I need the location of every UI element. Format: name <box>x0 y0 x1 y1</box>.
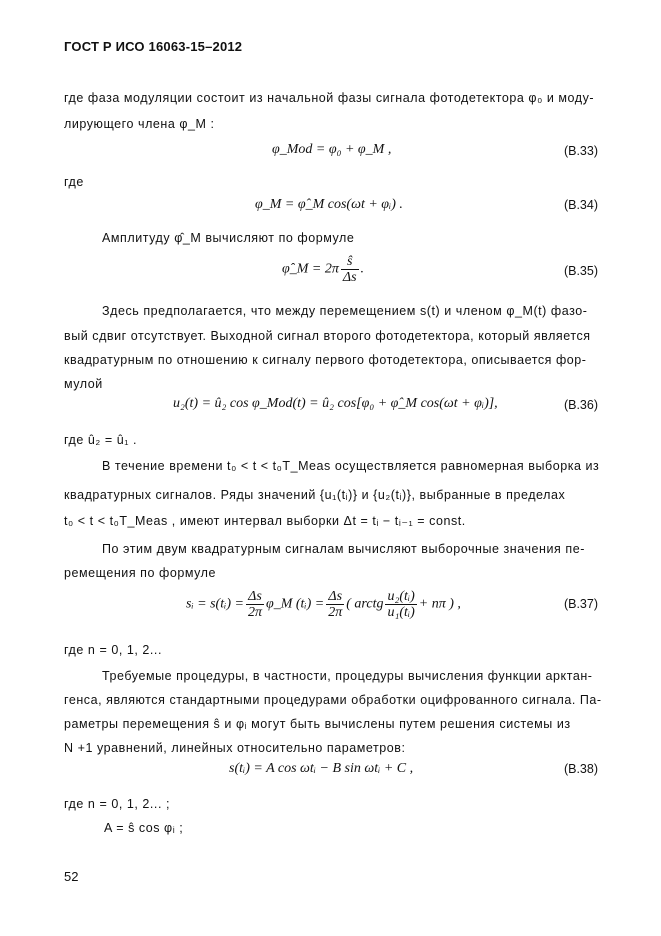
equation-part: φ̂_M = 2π <box>282 261 339 277</box>
text-line: квадратурным по отношению к сигналу первого фотодетектора, описывается фор- <box>64 353 587 367</box>
numerator: Δs <box>246 589 264 605</box>
text-line: N +1 уравнений, линейных относительно параметров: <box>64 741 406 755</box>
text-line: По этим двум квадратурным сигналам вычисляют выборочные значения пе- <box>102 542 585 556</box>
equation-number: (В.35) <box>563 264 598 278</box>
page-number: 52 <box>64 869 79 884</box>
text-line: вый сдвиг отсутствует. Выходной сигнал второго фотодетектора, который является <box>64 329 591 343</box>
numerator: Δs <box>326 589 344 605</box>
equation-b34: φ_M = φ̂_M cos(ωt + φᵢ) . <box>255 197 403 212</box>
text-line: A = ŝ cos φᵢ ; <box>104 821 184 835</box>
equation-b37 <box>186 589 461 620</box>
equation-b36: u₂(t) = û₂ cos φ_Mod(t) = û₂ cos[φ₀ + φ̂_M cos(ωt + φᵢ)], <box>173 396 498 411</box>
fraction <box>326 589 344 620</box>
fraction <box>385 589 416 620</box>
equation-part: ( arctg <box>346 596 384 612</box>
fraction <box>246 589 264 620</box>
numerator: u₂(tᵢ) <box>387 589 415 604</box>
text-line: Требуемые процедуры, в частности, процедуры вычисления функции арктан- <box>102 669 593 683</box>
denominator: 2π <box>247 605 262 620</box>
equation-part: sᵢ = s(tᵢ) = <box>186 596 244 612</box>
text-line: где û₂ = û₁ . <box>64 433 138 447</box>
text-line: раметры перемещения ŝ и φᵢ могут быть вычислены путем решения системы из <box>64 717 571 731</box>
denominator: Δs <box>342 270 357 285</box>
fraction <box>341 254 359 285</box>
equation-part: φ_M (tᵢ) = <box>265 596 325 612</box>
equation-part: + nπ ) , <box>418 596 461 612</box>
text-line: Амплитуду φ̂_M вычисляют по формуле <box>102 231 355 245</box>
text-line: Здесь предполагается, что между перемещением s(t) и членом φ_M(t) фазо- <box>102 304 588 318</box>
equation-b35: φ̂_M = 2π $\frac{ŝ}{\Delta s}$ . <box>282 254 365 285</box>
equation-number: (В.33) <box>563 144 598 158</box>
denominator: 2π <box>328 605 343 620</box>
text-line: где <box>64 175 84 189</box>
text-line: В течение времени t₀ < t < t₀T_Meas осуществляется равномерная выборка из <box>102 459 600 473</box>
equation-number: (В.37) <box>563 597 598 611</box>
document-header: ГОСТ Р ИСО 16063-15–2012 <box>64 39 243 54</box>
denominator: u₁(tᵢ) <box>387 605 415 620</box>
text-line: где фаза модуляции состоит из начальной фазы сигнала фотодетектора φ₀ и моду- <box>64 91 595 105</box>
equation-b33: φ_Mod = φ₀ + φ_M , <box>272 142 392 157</box>
text-line: лирующего члена φ_M : <box>64 117 215 131</box>
equation-number: (В.36) <box>563 398 598 412</box>
text-line: где n = 0, 1, 2... <box>64 643 162 657</box>
text-line: t₀ < t < t₀T_Meas , имеют интервал выборки Δt = tᵢ − tᵢ₋₁ = const. <box>64 514 466 528</box>
equation-number: (В.38) <box>563 762 598 776</box>
equation-b38: s(tᵢ) = A cos ωtᵢ − B sin ωtᵢ + C , <box>229 761 414 776</box>
text-line: мулой <box>64 377 103 391</box>
text-line: где n = 0, 1, 2... ; <box>64 797 171 811</box>
text-line: квадратурных сигналов. Ряды значений {u₁(tᵢ)} и {u₂(tᵢ)}, выбранные в пределах <box>64 488 566 502</box>
text-line: ремещения по формуле <box>64 566 217 580</box>
text-line: генса, являются стандартными процедурами обработки оцифрованного сигнала. Па- <box>64 693 602 707</box>
equation-number: (В.34) <box>563 198 598 212</box>
numerator: ŝ <box>341 254 359 270</box>
